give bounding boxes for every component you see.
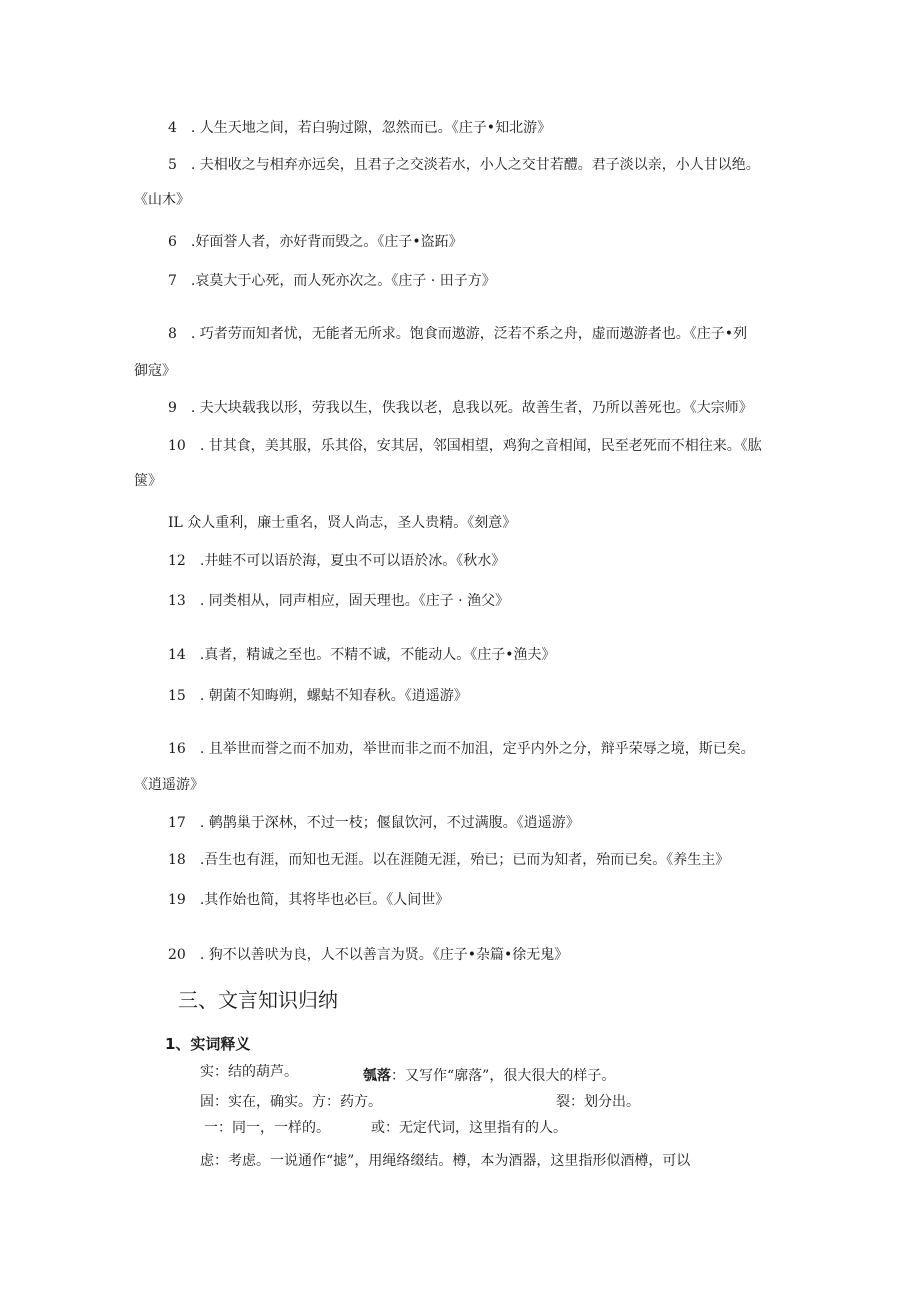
quote-text: 4 . 人生天地之间，若白驹过隙，忽然而已。《庄子•知北游》 <box>168 120 552 136</box>
glossary-shi: 实：结的葫芦。 <box>200 1064 298 1080</box>
glossary-gu: 固：实在，确实。方：药方。 <box>200 1094 382 1110</box>
glossary-term: 瓠落 <box>363 1068 391 1084</box>
quote-text: 18 .吾生也有涯，而知也无涯。以在涯随无涯，殆已；已而为知者，殆而已矣。《养生主》 <box>168 852 730 868</box>
subsection-heading: 1、实词释义 <box>165 1035 251 1053</box>
quote-source-wrap: 《逍遥游》 <box>134 777 204 793</box>
quote-text: 9 . 夫大块载我以形，劳我以生，佚我以老，息我以死。故善生者，乃所以善死也。《大宗师》 <box>168 400 753 416</box>
quote-text: 8 . 巧者劳而知者忧，无能者无所求。饱食而遨游，泛若不系之舟，虚而遨游者也。《庄子•列 <box>168 326 748 342</box>
quote-text: 7 .哀莫大于心死，而人死亦次之。《庄子 · 田子方》 <box>168 273 496 289</box>
quote-text: 12 .井蛙不可以语於海，夏虫不可以语於冰。《秋水》 <box>168 553 506 569</box>
glossary-definition: ：又写作“廓落”，很大很大的样子。 <box>391 1068 616 1084</box>
quote-text: IL 众人重利，廉士重名，贤人尚志，圣人贵精。《刻意》 <box>168 515 517 531</box>
quote-source-wrap: 《山木》 <box>134 192 190 208</box>
quote-source-wrap: 箧》 <box>134 473 162 489</box>
glossary-huo: 或：无定代词，这里指有的人。 <box>371 1120 567 1136</box>
quote-source-wrap: 御寇》 <box>134 363 176 379</box>
quote-text: 13 . 同类相从，同声相应，固天理也。《庄子 · 渔父》 <box>168 593 510 609</box>
quote-text: 20 . 狗不以善吠为良，人不以善言为贤。《庄子•杂篇•徐无鬼》 <box>168 947 569 963</box>
quote-text: 19 .其作始也简，其将毕也必巨。《人间世》 <box>168 892 450 908</box>
quote-text: 5 . 夫相收之与相弃亦远矣，且君子之交淡若水，小人之交甘若醴。君子淡以亲，小人甘以绝。 <box>168 157 760 173</box>
quote-text: 6 .好面誉人者，亦好背而毁之。《庄子•盗跖》 <box>168 234 463 250</box>
quote-text: 16 . 且举世而誉之而不加劝，举世而非之而不加沮，定乎内外之分，辩乎荣辱之境，斯已矣。 <box>168 741 755 757</box>
glossary-yi: 一：同一，一样的。 <box>204 1120 330 1136</box>
quote-text: 10 . 甘其食，美其服，乐其俗，安其居，邻国相望，鸡狗之音相闻，民至老死而不相往来。《肱 <box>168 438 762 454</box>
quote-text: 17 . 鹌鹊巢于深林，不过一枝；偃鼠饮河，不过满腹。《逍遥游》 <box>168 815 580 831</box>
quote-text: 14 .真者，精诚之至也。不精不诚，不能动人。《庄子•渔夫》 <box>168 647 556 663</box>
glossary-lie: 裂：划分出。 <box>556 1094 640 1110</box>
section-heading: 三、文言知识归纳 <box>178 988 338 1012</box>
glossary-huoluo <box>363 1067 615 1085</box>
quote-text: 15 . 朝菌不知晦朔，螺蛄不知春秋。《逍遥游》 <box>168 688 468 704</box>
glossary-lv: 虑：考虑。一说通作“摅”，用绳络缀结。樽，本为酒器，这里指形似酒樽，可以 <box>200 1153 691 1169</box>
